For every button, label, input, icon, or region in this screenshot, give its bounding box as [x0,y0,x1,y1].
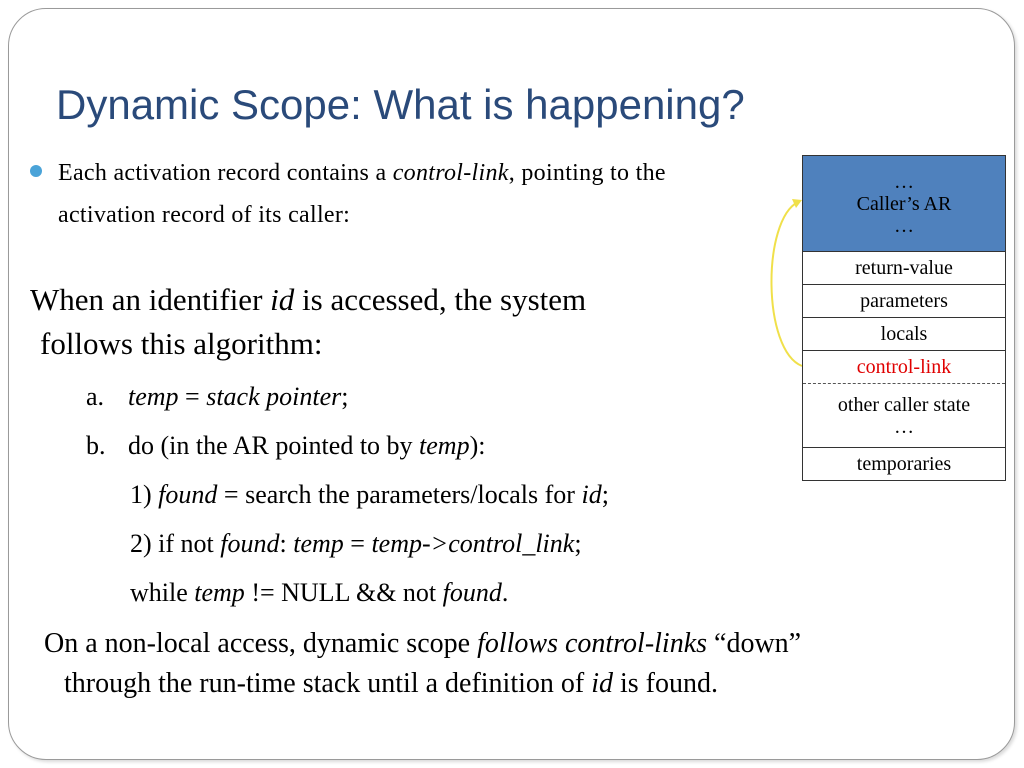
closing-em: follows control-links [477,628,708,659]
closing-statement [44,624,1004,704]
ar-caller-top: … [894,170,914,193]
step-b-label: b. [86,431,106,460]
substep-1-end: ; [601,480,609,509]
algorithm-intro-line1 [30,278,790,322]
step-a-em1: temp [128,382,179,411]
step-a-end: ; [341,382,349,411]
bullet-text-em: control-link [392,160,509,186]
substep-2-end: ; [574,529,582,558]
bullet-text-pre: Each activation record contains a [58,160,393,186]
step-a-em2: stack pointer [206,382,342,411]
substep-1 [130,480,609,510]
substep-2-mid2: = [343,529,372,558]
substep-1-em2: id [581,480,602,509]
control-link-arrowhead-icon [792,199,802,208]
substep-2-em3: temp->control_link [371,529,575,558]
while-em: temp [194,578,245,607]
bullet-text [58,152,760,236]
step-a-label: a. [86,382,105,411]
substep-1-pre: 1) [130,480,159,509]
substep-2-em: found [220,529,280,558]
while-pre: while [130,578,195,607]
while-em2: found [442,578,502,607]
ar-other-state: other caller state [837,393,971,416]
while-end: . [501,578,509,607]
substep-2 [130,529,582,559]
closing-line1 [44,624,1004,664]
step-a-mid: = [178,382,207,411]
ar-parameters: parameters [803,285,1005,318]
control-link-arrow-path [771,202,802,366]
closing-pre: On a non-local access, dynamic scope [44,628,478,659]
ar-control-link: control-link [803,351,1005,384]
step-b [86,431,485,461]
algorithm-intro-line2: follows this algorithm: [40,326,323,361]
step-a [86,382,348,412]
bullet-text-post: , pointing to the activation record of its caller: [58,160,666,228]
step-b-em: temp [419,431,470,460]
activation-record-diagram [802,155,1006,481]
substep-1-em: found [158,480,218,509]
substep-2-pre: 2) if not [130,529,221,558]
substep-1-mid: = search the parameters/locals for [217,480,582,509]
step-b-end: ): [469,431,486,460]
closing-line2-em: id [591,668,613,699]
closing-line2-post: is found. [613,668,718,699]
ar-caller-label: Caller’s AR [856,192,952,215]
intro-post: is accessed, the system [294,282,587,317]
ar-temporaries: temporaries [803,448,1005,481]
slide-title: Dynamic Scope: What is happening? [56,81,745,128]
closing-line2 [44,664,1004,704]
closing-line2-pre: through the run-time stack until a definition of [64,668,592,699]
bullet-dot-icon [30,165,42,177]
ar-caller-bottom: … [894,214,914,237]
intro-pre: When an identifier [30,282,271,317]
substep-2-mid: : [279,529,294,558]
algorithm-intro [30,278,790,366]
intro-em: id [270,282,295,317]
ar-caller-cell [803,156,1005,252]
ar-other-dots: … [894,415,914,438]
ar-return-value: return-value [803,252,1005,285]
step-b-pre: do (in the AR pointed to by [128,431,420,460]
while-mid: != NULL && not [244,578,443,607]
closing-post: “down” [707,628,802,659]
substep-2-em2: temp [293,529,344,558]
ar-other-state-cell [803,384,1005,448]
bullet-point [30,152,760,236]
while-condition [130,578,508,608]
ar-locals: locals [803,318,1005,351]
